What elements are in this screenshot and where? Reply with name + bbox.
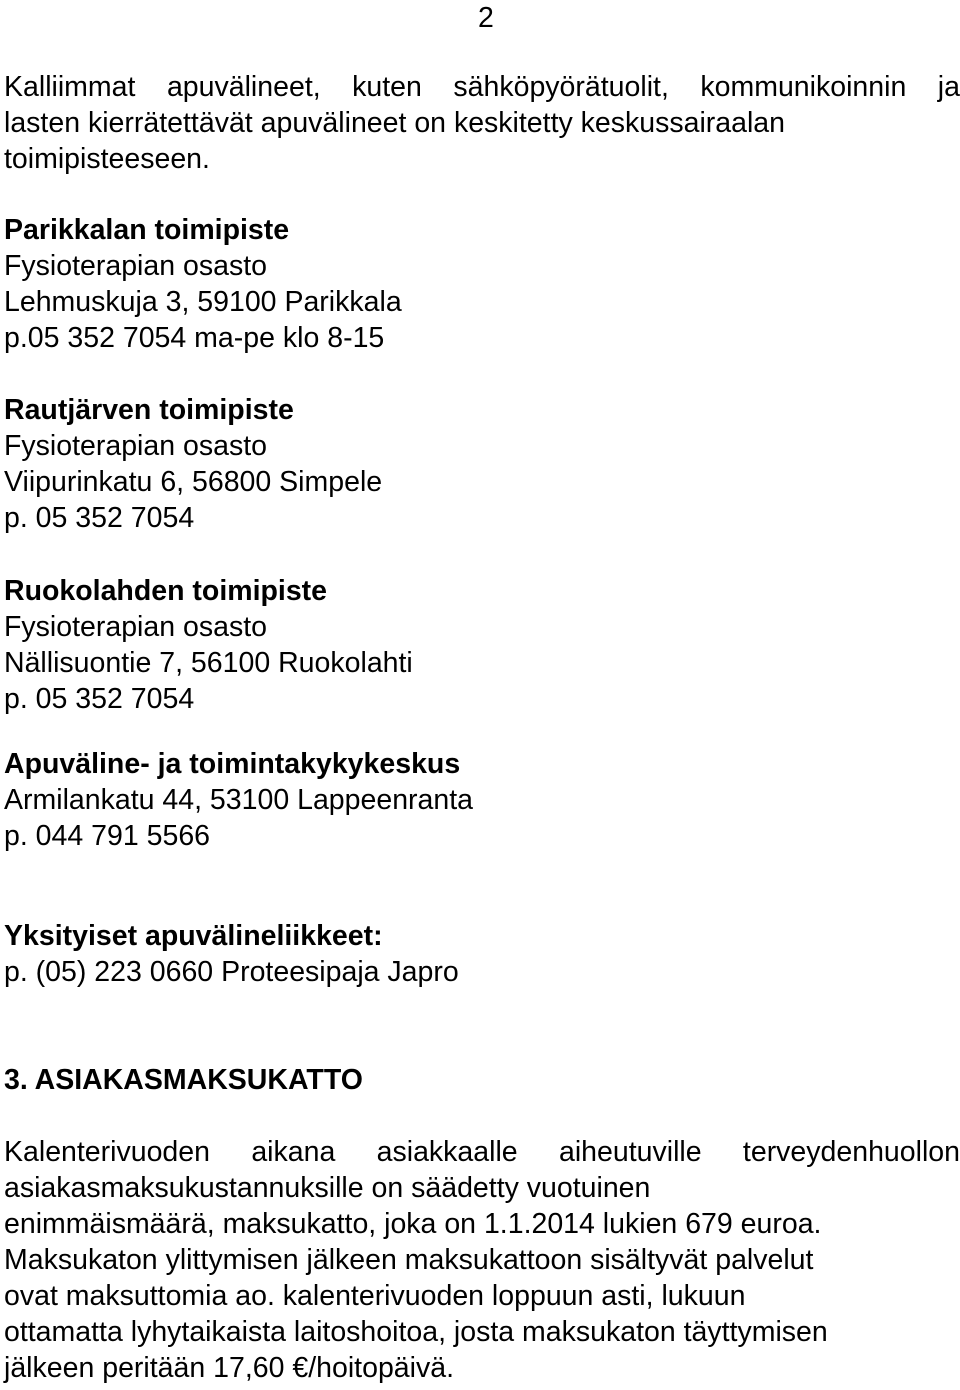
section-body bbox=[4, 1134, 960, 1386]
location-line: p. 044 791 5566 bbox=[4, 820, 211, 852]
body-line: ovat maksuttomia ao. kalenterivuoden loppuun asti, lukuun bbox=[4, 1280, 746, 1312]
private-heading: Yksityiset apuvälineliikkeet: bbox=[4, 920, 383, 952]
location-line: Viipurinkatu 6, 56800 Simpele bbox=[4, 466, 383, 498]
location-parikkala bbox=[4, 212, 960, 356]
location-line: p. 05 352 7054 bbox=[4, 683, 195, 715]
location-apuvaline-keskus bbox=[4, 746, 960, 854]
location-ruokolahti bbox=[4, 573, 960, 717]
location-line: p. 05 352 7054 bbox=[4, 502, 195, 534]
location-line: Fysioterapian osasto bbox=[4, 611, 267, 643]
body-line: jälkeen peritään 17,60 €/hoitopäivä. bbox=[4, 1352, 455, 1384]
location-line: Armilankatu 44, 53100 Lappeenranta bbox=[4, 784, 474, 816]
body-line: enimmäismäärä, maksukatto, joka on 1.1.2014 lukien 679 euroa. bbox=[4, 1208, 822, 1240]
section-title: 3. ASIAKASMAKSUKATTO bbox=[4, 1064, 363, 1096]
location-name: Parikkalan toimipiste bbox=[4, 214, 290, 246]
intro-paragraph bbox=[4, 69, 960, 177]
body-line: Kalenterivuoden aikana asiakkaalle aiheutuville terveydenhuollon bbox=[4, 1136, 960, 1168]
body-line: ottamatta lyhytaikaista laitoshoitoa, josta maksukaton täyttymisen bbox=[4, 1316, 828, 1348]
location-line: p.05 352 7054 ma-pe klo 8-15 bbox=[4, 322, 385, 354]
private-suppliers bbox=[4, 918, 960, 990]
location-name: Rautjärven toimipiste bbox=[4, 394, 294, 426]
intro-line: lasten kierrätettävät apuvälineet on keskitetty keskussairaalan bbox=[4, 107, 786, 139]
location-rautjarvi bbox=[4, 392, 960, 536]
location-name: Ruokolahden toimipiste bbox=[4, 575, 328, 607]
location-line: Fysioterapian osasto bbox=[4, 430, 267, 462]
location-line: Nällisuontie 7, 56100 Ruokolahti bbox=[4, 647, 413, 679]
page-number: 2 bbox=[478, 2, 494, 34]
location-name: Apuväline- ja toimintakykykeskus bbox=[4, 748, 461, 780]
section-heading bbox=[4, 1062, 960, 1098]
body-line: Maksukaton ylittymisen jälkeen maksukattoon sisältyvät palvelut bbox=[4, 1244, 814, 1276]
private-line: p. (05) 223 0660 Proteesipaja Japro bbox=[4, 956, 459, 988]
intro-line: Kalliimmat apuvälineet, kuten sähköpyörätuolit, kommunikoinnin ja bbox=[4, 71, 960, 103]
body-line: asiakasmaksukustannuksille on säädetty vuotuinen bbox=[4, 1172, 651, 1204]
intro-line: toimipisteeseen. bbox=[4, 143, 210, 175]
location-line: Fysioterapian osasto bbox=[4, 250, 267, 282]
location-line: Lehmuskuja 3, 59100 Parikkala bbox=[4, 286, 402, 318]
